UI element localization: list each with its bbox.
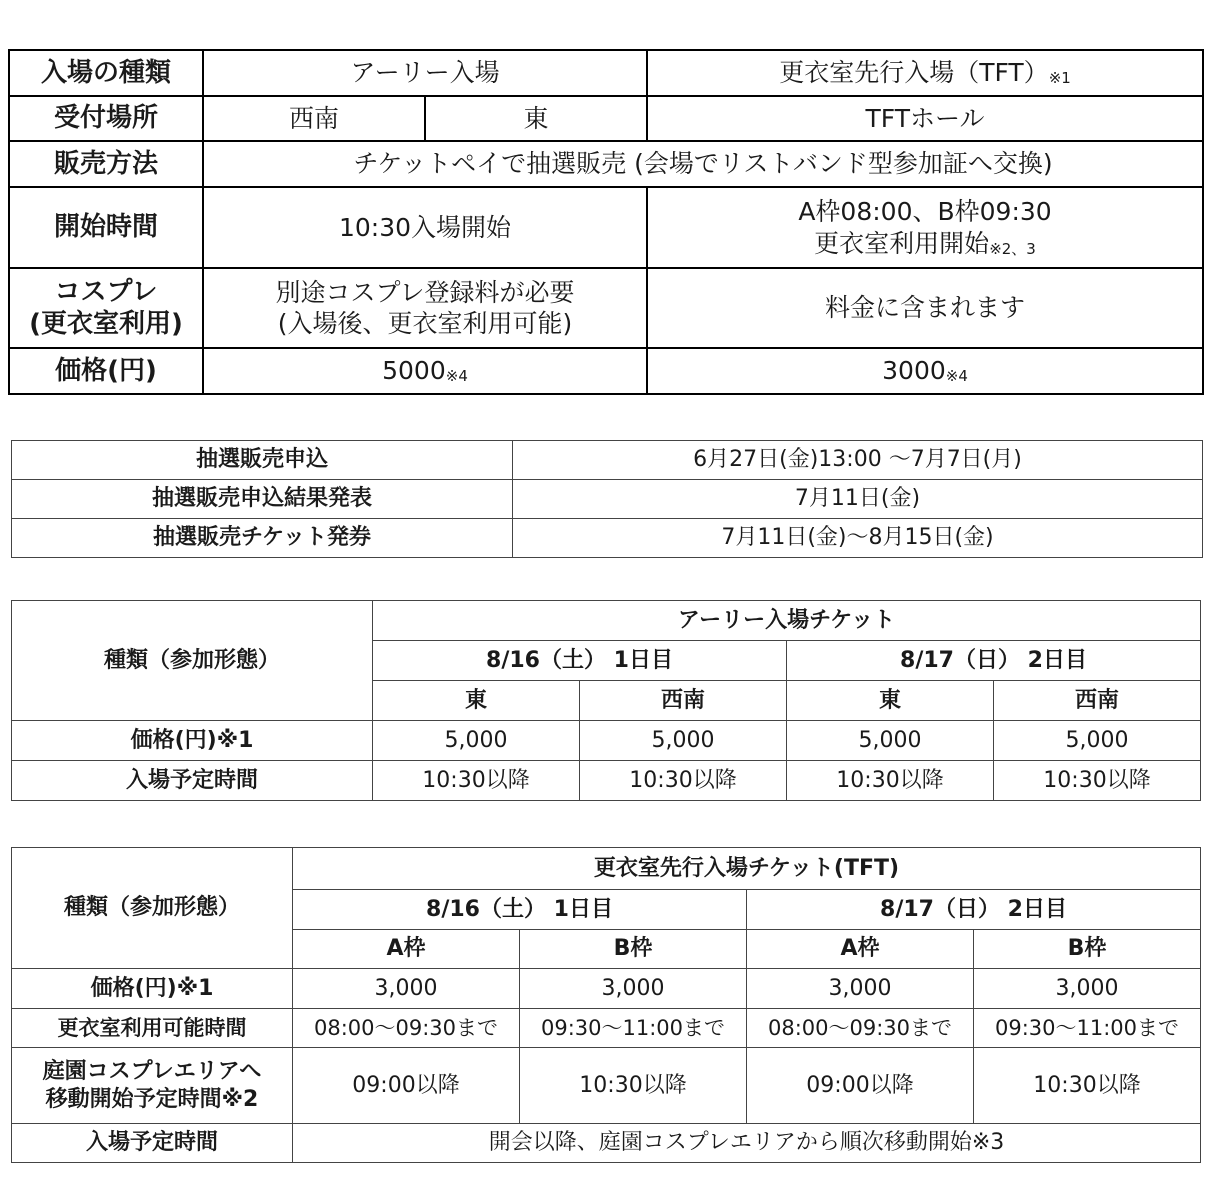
price-cell: 5,000	[580, 721, 787, 761]
column-header: B枠	[520, 930, 747, 969]
tft-cosplay-info: 料金に含まれます	[647, 268, 1203, 348]
table-row	[12, 1124, 1201, 1163]
table-row	[12, 519, 1203, 558]
garden-time-cell: 10:30以降	[974, 1048, 1201, 1124]
header-reception: 受付場所	[9, 96, 203, 141]
early-ticket-table	[11, 600, 1201, 801]
room-time-cell: 09:30〜11:00まで	[520, 1009, 747, 1048]
price-cell: 3,000	[974, 969, 1201, 1009]
garden-time-cell: 10:30以降	[520, 1048, 747, 1124]
header-entry-type: 入場の種類	[9, 50, 203, 96]
entry-time-cell: 10:30以降	[994, 761, 1201, 801]
sales-method-text: チケットペイで抽選販売 (会場でリストバンド型参加証へ交換)	[203, 141, 1203, 187]
early-ticket-title: アーリー入場チケット	[373, 601, 1201, 641]
header-cosplay: コスプレ (更衣室利用)	[9, 268, 203, 348]
table-row	[12, 1009, 1201, 1048]
garden-move-label: 庭園コスプレエリアへ 移動開始予定時間※2	[12, 1048, 293, 1124]
place-west-south: 西南	[203, 96, 425, 141]
entry-time-text: 開会以降、庭園コスプレエリアから順次移動開始※3	[293, 1124, 1201, 1163]
column-header: 東	[373, 681, 580, 721]
schedule-table	[11, 440, 1203, 558]
place-east: 東	[425, 96, 647, 141]
early-cosplay-info: 別途コスプレ登録料が必要 (入場後、更衣室利用可能)	[203, 268, 647, 348]
price-cell: 3,000	[520, 969, 747, 1009]
column-header: A枠	[747, 930, 974, 969]
header-price: 価格(円)	[9, 348, 203, 394]
schedule-value: 7月11日(金)〜8月15日(金)	[513, 519, 1203, 558]
price-cell: 5,000	[994, 721, 1201, 761]
table-row	[12, 1048, 1201, 1124]
column-header: 西南	[580, 681, 787, 721]
table-row	[12, 441, 1203, 480]
garden-time-cell: 09:00以降	[293, 1048, 520, 1124]
price-cell: 5,000	[373, 721, 580, 761]
room-time-cell: 08:00〜09:30まで	[747, 1009, 974, 1048]
column-header: A枠	[293, 930, 520, 969]
type-label: 種類（参加形態）	[12, 848, 293, 969]
entry-time-label: 入場予定時間	[12, 761, 373, 801]
day2-header: 8/17（日） 2日目	[747, 890, 1201, 930]
price-label: 価格(円)※1	[12, 721, 373, 761]
table-row	[12, 969, 1201, 1009]
tft-ticket-title: 更衣室先行入場チケット(TFT)	[293, 848, 1201, 890]
entry-time-label: 入場予定時間	[12, 1124, 293, 1163]
day1-header: 8/16（土） 1日目	[373, 641, 787, 681]
table-row	[12, 480, 1203, 519]
tft-price: 3000※4	[647, 348, 1203, 394]
column-header: B枠	[974, 930, 1201, 969]
tft-entry-label: 更衣室先行入場（TFT）※1	[647, 50, 1203, 96]
day1-header: 8/16（土） 1日目	[293, 890, 747, 930]
early-start-time: 10:30入場開始	[203, 187, 647, 268]
schedule-value: 7月11日(金)	[513, 480, 1203, 519]
entry-time-cell: 10:30以降	[787, 761, 994, 801]
column-header: 西南	[994, 681, 1201, 721]
early-entry-label: アーリー入場	[203, 50, 647, 96]
schedule-label: 抽選販売チケット発券	[12, 519, 513, 558]
column-header: 東	[787, 681, 994, 721]
garden-time-cell: 09:00以降	[747, 1048, 974, 1124]
price-cell: 5,000	[787, 721, 994, 761]
room-time-label: 更衣室利用可能時間	[12, 1009, 293, 1048]
schedule-label: 抽選販売申込	[12, 441, 513, 480]
schedule-label: 抽選販売申込結果発表	[12, 480, 513, 519]
price-cell: 3,000	[747, 969, 974, 1009]
header-sales-method: 販売方法	[9, 141, 203, 187]
table-row	[12, 721, 1201, 761]
place-tft-hall: TFTホール	[647, 96, 1203, 141]
table-row	[12, 761, 1201, 801]
room-time-cell: 08:00〜09:30まで	[293, 1009, 520, 1048]
type-label: 種類（参加形態）	[12, 601, 373, 721]
header-start-time: 開始時間	[9, 187, 203, 268]
price-label: 価格(円)※1	[12, 969, 293, 1009]
schedule-value: 6月27日(金)13:00 〜7月7日(月)	[513, 441, 1203, 480]
early-price: 5000※4	[203, 348, 647, 394]
price-cell: 3,000	[293, 969, 520, 1009]
tft-ticket-table	[11, 847, 1201, 1163]
day2-header: 8/17（日） 2日目	[787, 641, 1201, 681]
overview-table	[8, 49, 1204, 395]
room-time-cell: 09:30〜11:00まで	[974, 1009, 1201, 1048]
entry-time-cell: 10:30以降	[580, 761, 787, 801]
entry-time-cell: 10:30以降	[373, 761, 580, 801]
tft-start-time: A枠08:00、B枠09:30 更衣室利用開始※2、3	[647, 187, 1203, 268]
